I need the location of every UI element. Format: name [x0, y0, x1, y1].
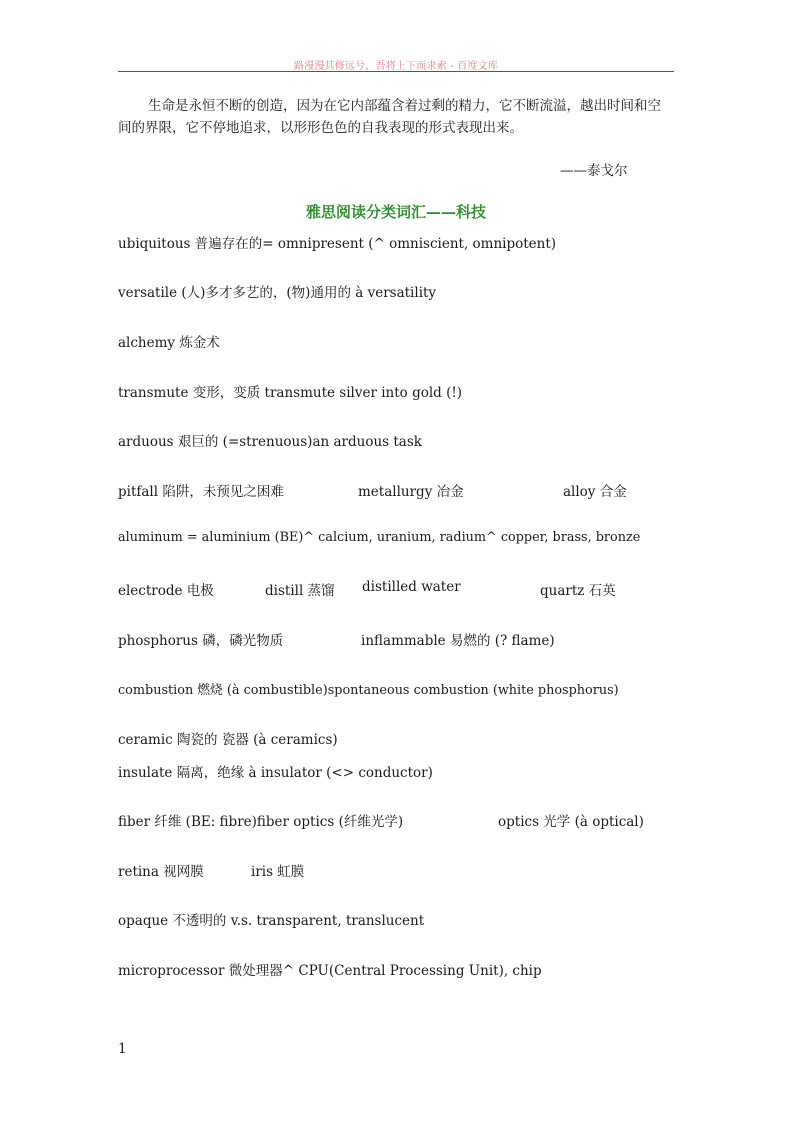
vocab-term: optics 光学 (à optical) [498, 814, 644, 830]
vocab-term: metallurgy 冶金 [358, 484, 464, 500]
vocab-term: distill 蒸馏 [265, 583, 335, 599]
vocab-term: pitfall 陷阱，未预见之困难 [118, 484, 284, 500]
vocab-entry [118, 761, 678, 781]
vocab-term: quartz 石英 [540, 583, 616, 599]
vocab-term: alchemy 炼金术 [118, 335, 220, 351]
vocab-entry [118, 430, 678, 450]
vocab-entry [118, 281, 678, 301]
vocab-term: insulate 隔离，绝缘 à insulator (<> conductor) [118, 765, 433, 781]
vocab-term: ubiquitous 普遍存在的= omnipresent (^ omniscient, omnipotent) [118, 236, 557, 252]
vocab-entry [118, 579, 678, 599]
vocab-term: phosphorus 磷，磷光物质 [118, 633, 284, 649]
header-rule [118, 71, 674, 72]
vocab-term: iris 虹膜 [251, 864, 305, 880]
vocab-term: ceramic 陶瓷的 瓷器 (à ceramics) [118, 732, 338, 748]
vocab-term: aluminum = aluminium (BE)^ calcium, uranium, radium^ copper, brass, bronze [118, 530, 641, 545]
vocab-entry [118, 232, 678, 252]
vocab-term: versatile (人)多才多艺的，(物)通用的 à versatility [118, 285, 437, 301]
vocab-term: electrode 电极 [118, 583, 214, 599]
vocab-entry [118, 381, 678, 401]
vocab-entry [118, 331, 678, 351]
vocab-term: inflammable 易燃的 (? flame) [361, 633, 555, 649]
vocabulary-title: 雅思阅读分类词汇——科技 [305, 203, 486, 221]
vocab-term: microprocessor 微处理器^ CPU(Central Processing Unit), chip [118, 963, 542, 979]
opening-quote: 生命是永恒不断的创造，因为在它内部蕴含着过剩的精力，它不断流溢，越出时间和空间的界限，它不停地追求，以形形色色的自我表现的形式表现出来。 [118, 98, 661, 136]
vocab-term: transmute 变形，变质 transmute silver into gold (!) [118, 385, 463, 401]
vocab-entry [118, 860, 678, 880]
vocab-entry [118, 810, 678, 830]
vocab-entry [118, 530, 678, 550]
vocab-term: combustion 燃烧 (à combustible)spontaneous combustion (white phosphorus) [118, 683, 619, 698]
vocab-term: retina 视网膜 [118, 864, 204, 880]
vocab-term: opaque 不透明的 v.s. transparent, translucent [118, 913, 425, 929]
vocab-entry [118, 629, 678, 649]
quote-attribution: ——泰戈尔 [560, 163, 628, 179]
vocab-term: fiber 纤维 (BE: fibre)fiber optics (纤维光学) [118, 814, 404, 830]
vocab-term: arduous 艰巨的 (=strenuous)an arduous task [118, 434, 422, 450]
vocab-entry [118, 909, 678, 929]
vocab-term: alloy 合金 [563, 484, 627, 500]
page-header: 路漫漫其修远兮，吾将上下而求索 - 百度文库 [293, 61, 499, 72]
vocab-entry [118, 959, 678, 979]
vocab-term: distilled water [362, 579, 461, 595]
vocab-entry [118, 679, 678, 699]
vocab-entry [118, 728, 678, 748]
page-number: 1 [118, 1041, 127, 1057]
vocab-entry [118, 480, 678, 500]
